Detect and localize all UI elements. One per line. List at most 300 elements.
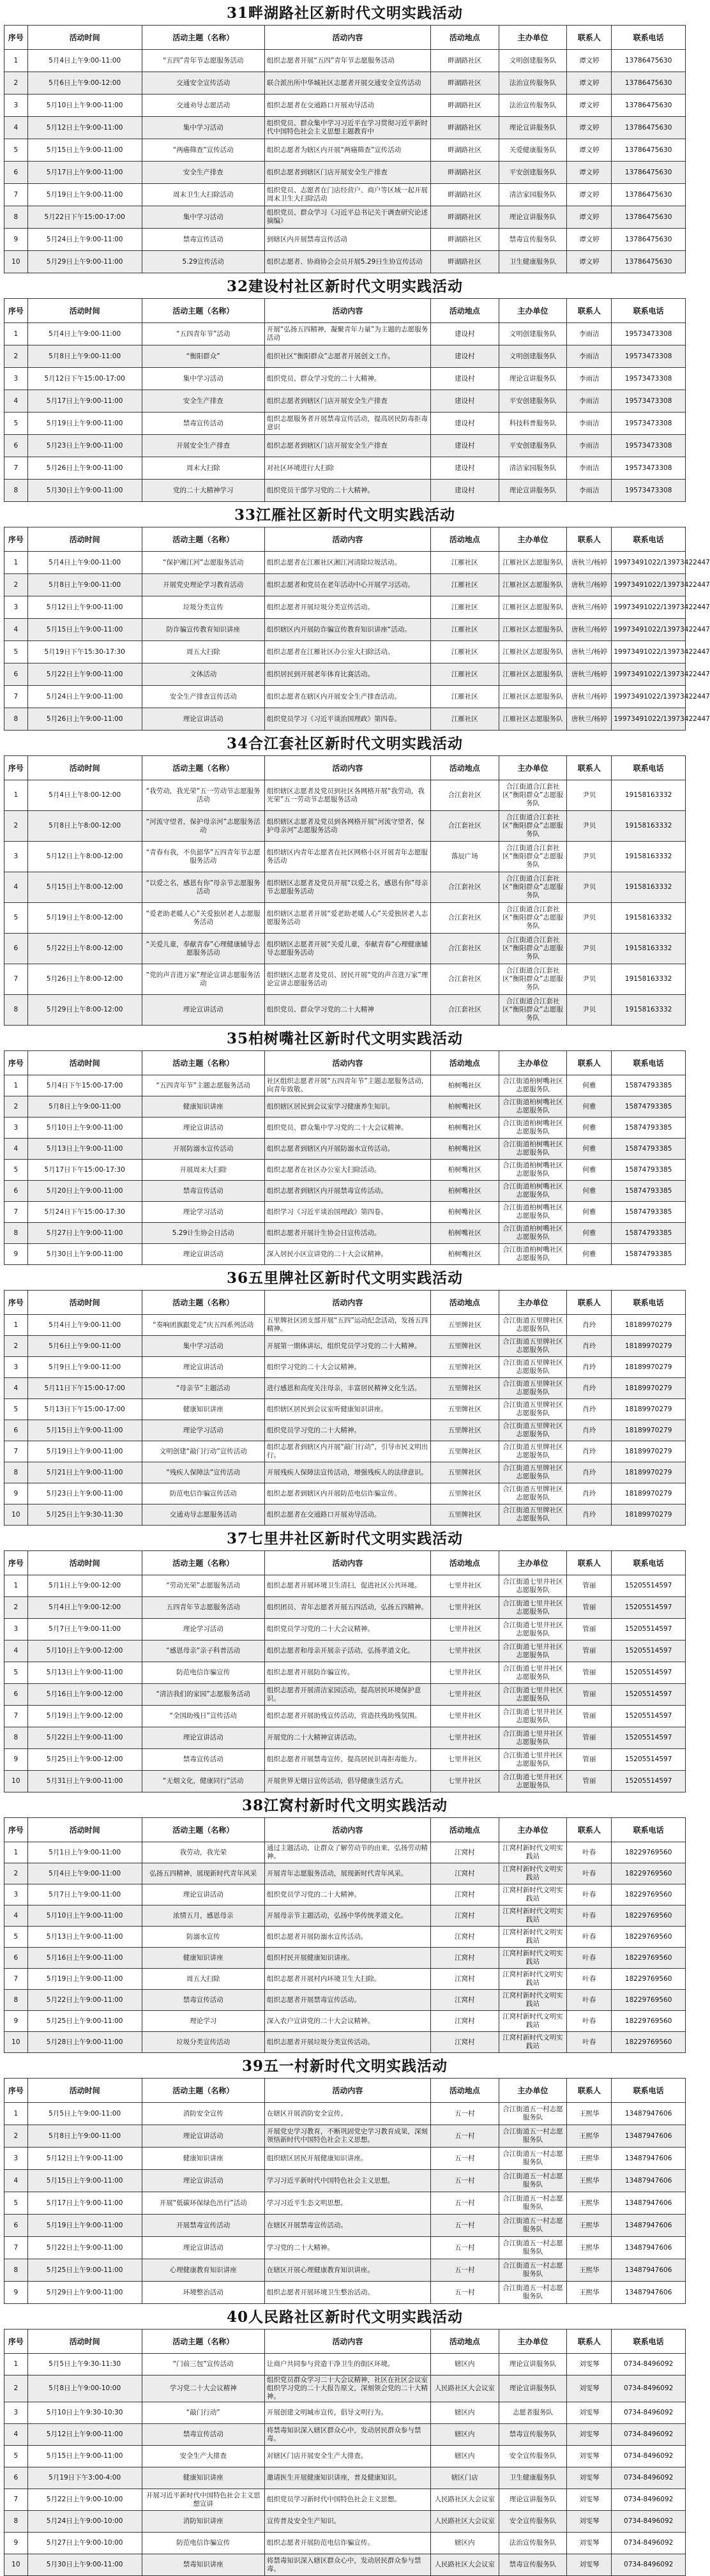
cell-theme: 防范电信诈骗宣传 xyxy=(142,1662,264,1684)
cell-theme: 周五大扫除 xyxy=(142,1969,264,1990)
cell-content: 开展世界无烟日宣传活动，倡导健康生活方式。 xyxy=(264,1771,430,1792)
cell-place: 七里井社区 xyxy=(430,1771,499,1792)
cell-theme: 5.29计生协会日活动 xyxy=(142,1223,264,1244)
column-header-place: 活动地点 xyxy=(430,1291,499,1315)
column-header-theme: 活动主题（名称） xyxy=(142,1818,264,1842)
cell-unit: 合江街道合江套社区“衡阳群众”志愿服务队 xyxy=(499,811,567,842)
cell-phone: 19573473308 xyxy=(612,480,686,502)
cell-content: 深入农户宣讲党的二十大会议精神。 xyxy=(264,2011,430,2032)
cell-person: 王熙华 xyxy=(567,2237,612,2259)
cell-theme: 消防安全宣传 xyxy=(142,2103,264,2125)
cell-time: 5月19日上午9:00-11:00 xyxy=(27,1969,142,1990)
table-row xyxy=(4,1706,686,1727)
cell-no: 1 xyxy=(4,1075,28,1096)
table-row xyxy=(4,184,686,206)
header-row xyxy=(4,1051,686,1075)
cell-content: 组织党员、群众集中学习习近平在学习贯彻习近平新时代中国特色社会主义思想主题教育中 xyxy=(264,117,430,139)
cell-no: 4 xyxy=(4,872,28,903)
cell-time: 5月4日上午9:00-12:00 xyxy=(27,1597,142,1619)
table-row xyxy=(4,903,686,934)
table-row xyxy=(4,206,686,229)
cell-person: 何雅 xyxy=(567,1075,612,1096)
table-row xyxy=(4,1927,686,1948)
table-row xyxy=(4,1315,686,1336)
table-row xyxy=(4,413,686,435)
cell-no: 5 xyxy=(4,1927,28,1948)
column-header-unit: 主办单位 xyxy=(499,1051,567,1075)
cell-time: 5月22日下午15:00-17:00 xyxy=(27,206,142,229)
cell-time: 5月4日上午9:00-11:00 xyxy=(27,1863,142,1884)
table-row xyxy=(4,1749,686,1771)
cell-theme: 集中学习活动 xyxy=(142,368,264,390)
cell-no: 8 xyxy=(4,2511,28,2533)
cell-person: 刘雯琴 xyxy=(567,2554,612,2576)
table-row xyxy=(4,2402,686,2424)
cell-phone: 18229769560 xyxy=(612,1948,686,1969)
table-row xyxy=(4,596,686,619)
cell-no: 5 xyxy=(4,1662,28,1684)
cell-person: 何雅 xyxy=(567,1244,612,1265)
cell-content: 对社区环境进行大扫除 xyxy=(264,457,430,480)
cell-phone: 13487947606 xyxy=(612,2103,686,2125)
cell-theme: 防诈骗宣传教育知识讲座 xyxy=(142,619,264,641)
activity-table xyxy=(4,25,686,273)
cell-phone: 13487947606 xyxy=(612,2237,686,2259)
cell-person: 李雨洁 xyxy=(567,435,612,457)
column-header-theme: 活动主题（名称） xyxy=(142,2079,264,2103)
cell-unit: 合江街道七里井社区志愿服务队 xyxy=(499,1619,567,1640)
cell-unit: 江窝村新时代文明实践站 xyxy=(499,2032,567,2053)
column-header-person: 联系人 xyxy=(567,1818,612,1842)
cell-person: 叶春 xyxy=(567,1948,612,1969)
cell-theme: “五四”青年节志愿服务活动 xyxy=(142,50,264,72)
cell-content: 开展残疾人保障法宣传活动，增强残疾人的法律意识。 xyxy=(264,1462,430,1483)
section-title: 33江雁社区新时代文明实践活动 xyxy=(234,506,455,524)
cell-phone: 15874793385 xyxy=(612,1075,686,1096)
cell-no: 5 xyxy=(4,903,28,934)
cell-no: 10 xyxy=(4,1771,28,1792)
cell-no: 7 xyxy=(4,457,28,480)
cell-place: 江雁社区 xyxy=(430,552,499,574)
cell-time: 5月13日上午9:00-11:00 xyxy=(27,1139,142,1160)
table-row xyxy=(4,641,686,663)
cell-phone: 19573473308 xyxy=(612,345,686,368)
cell-person: 李雨洁 xyxy=(567,368,612,390)
cell-theme: 禁毒知识讲座 xyxy=(142,2554,264,2576)
cell-no: 2 xyxy=(4,574,28,596)
cell-unit: 合江街道五一村志愿服务队 xyxy=(499,2215,567,2237)
cell-no: 1 xyxy=(4,780,28,811)
cell-no: 4 xyxy=(4,117,28,139)
cell-time: 5月10日上午9:00-11:00 xyxy=(27,1905,142,1927)
cell-place: 畔湖路社区 xyxy=(430,184,499,206)
cell-phone: 19158163332 xyxy=(612,934,686,964)
cell-content: 学习党的二十大精神。 xyxy=(264,2237,430,2259)
header-row xyxy=(4,2330,686,2354)
table-row xyxy=(4,2533,686,2554)
column-header-place: 活动地点 xyxy=(430,2330,499,2354)
header-row xyxy=(4,26,686,50)
cell-phone: 19158163332 xyxy=(612,903,686,934)
cell-no: 7 xyxy=(4,686,28,708)
cell-person: 尹贝 xyxy=(567,995,612,1026)
header-row xyxy=(4,2079,686,2103)
cell-person: 管丽 xyxy=(567,1727,612,1749)
cell-time: 5月13日上午9:00-11:00 xyxy=(27,1662,142,1684)
cell-place: 江窝村 xyxy=(430,2032,499,2053)
cell-theme: 开展“低碳环保绿色出行”活动 xyxy=(142,2192,264,2215)
cell-theme: “感恩母亲”亲子科普活动 xyxy=(142,1640,264,1662)
table-row xyxy=(4,686,686,708)
cell-time: 5月29日上午9:00-11:00 xyxy=(27,2282,142,2304)
cell-place: 江雁社区 xyxy=(430,574,499,596)
cell-content: 通过主题活动，让群众了解劳动节的由来，弘扬劳动精神。 xyxy=(264,1842,430,1863)
column-header-person: 联系人 xyxy=(567,1291,612,1315)
column-header-place: 活动地点 xyxy=(430,1051,499,1075)
header-row xyxy=(4,299,686,323)
cell-unit: 合江街道合江套社区“衡阳群众”志愿服务队 xyxy=(499,934,567,964)
cell-unit: 平安创建服务队 xyxy=(499,162,567,184)
cell-no: 8 xyxy=(4,1223,28,1244)
cell-theme: 理论宣讲活动 xyxy=(142,708,264,731)
column-header-unit: 主办单位 xyxy=(499,1818,567,1842)
cell-theme: 周五大扫除 xyxy=(142,641,264,663)
cell-phone: 13487947606 xyxy=(612,2282,686,2304)
section xyxy=(4,1027,686,1265)
cell-time: 5月12日上午9:00-11:00 xyxy=(27,117,142,139)
column-header-person: 联系人 xyxy=(567,2079,612,2103)
cell-phone: 13487947606 xyxy=(612,2215,686,2237)
cell-place: 畔湖路社区 xyxy=(430,117,499,139)
cell-person: 唐秋兰/杨婷 xyxy=(567,552,612,574)
cell-phone: 13487947606 xyxy=(612,2170,686,2192)
cell-content: 组织党员、志愿者在门店经营户、商户等区域一起开展周末卫生大扫除活动 xyxy=(264,184,430,206)
table-row xyxy=(4,1771,686,1792)
cell-unit: 合江街道五一村志愿服务队 xyxy=(499,2192,567,2215)
cell-content: 组织辖区内青年志愿者在社区网格小区开展青年志愿服务活动 xyxy=(264,842,430,872)
cell-no: 6 xyxy=(4,1684,28,1706)
cell-content: 邀请医生开展健康知识讲座，普及健康知识。 xyxy=(264,2467,430,2489)
cell-place: 江雁社区 xyxy=(430,619,499,641)
column-header-content: 活动内容 xyxy=(264,26,430,50)
cell-content: 组织党员学习党的二十大精神。 xyxy=(264,1420,430,1441)
column-header-content: 活动内容 xyxy=(264,527,430,552)
cell-content: 组织党员学习新时代中国特色社会主义思想。 xyxy=(264,2489,430,2511)
cell-time: 5月24日上午9:00-11:00 xyxy=(27,229,142,251)
cell-content: 组织志愿者开展村内环境卫生大扫除。 xyxy=(264,1969,430,1990)
cell-unit: 江雁社区志愿服务队 xyxy=(499,619,567,641)
column-header-unit: 主办单位 xyxy=(499,299,567,323)
cell-no: 9 xyxy=(4,2533,28,2554)
cell-no: 7 xyxy=(4,964,28,995)
cell-phone: 0734-8496092 xyxy=(612,2375,686,2402)
cell-no: 10 xyxy=(4,2032,28,2053)
cell-unit: 江窝村新时代文明实践站 xyxy=(499,1842,567,1863)
cell-person: 唐秋兰/杨婷 xyxy=(567,574,612,596)
cell-content: 组织志愿者在交通路口开展劝导活动。 xyxy=(264,1504,430,1526)
cell-place: 五一村 xyxy=(430,2282,499,2304)
table-row xyxy=(4,1990,686,2011)
cell-theme: 健康知识讲座 xyxy=(142,1948,264,1969)
cell-content: 组织志愿者到辖区内开展“敲门行动”，引导市民文明出行。 xyxy=(264,1441,430,1462)
cell-time: 5月29日上午9:00-11:00 xyxy=(27,251,142,273)
cell-place: 人民路社区大会议室 xyxy=(430,2489,499,2511)
cell-unit: 理论宣讲服务队 xyxy=(499,117,567,139)
cell-person: 叶春 xyxy=(567,1863,612,1884)
cell-no: 4 xyxy=(4,1378,28,1399)
cell-unit: 合江街道柏树嘴社区志愿服务队 xyxy=(499,1139,567,1160)
header-row xyxy=(4,1291,686,1315)
column-header-no: 序号 xyxy=(4,26,28,50)
cell-theme: 禁毒宣传活动 xyxy=(142,1990,264,2011)
cell-phone: 13786475630 xyxy=(612,117,686,139)
cell-time: 5月17日上午9:00-11:00 xyxy=(27,162,142,184)
cell-no: 7 xyxy=(4,184,28,206)
table-row xyxy=(4,1160,686,1181)
cell-content: 组织志愿者到辖区门店开展安全生产排查 xyxy=(264,435,430,457)
cell-theme: 开展习近平新时代中国特色社会主义思想宣讲 xyxy=(142,2489,264,2511)
cell-theme: 理论宣讲活动 xyxy=(142,2237,264,2259)
cell-phone: 19973491022/13973422447 xyxy=(612,552,686,574)
cell-place: 江窝村 xyxy=(430,1990,499,2011)
cell-person: 肖玲 xyxy=(567,1399,612,1420)
cell-time: 5月19日上午8:00-12:00 xyxy=(27,903,142,934)
cell-place: 合江套社区 xyxy=(430,964,499,995)
cell-place: 江雁社区 xyxy=(430,596,499,619)
cell-phone: 13487947606 xyxy=(612,2125,686,2148)
cell-theme: 健康知识讲座 xyxy=(142,1096,264,1118)
cell-person: 刘雯琴 xyxy=(567,2354,612,2375)
cell-place: 合江套社区 xyxy=(430,903,499,934)
column-header-place: 活动地点 xyxy=(430,756,499,780)
cell-phone: 15205514597 xyxy=(612,1619,686,1640)
cell-phone: 0734-8496092 xyxy=(612,2467,686,2489)
cell-unit: 合江街道五一村志愿服务队 xyxy=(499,2125,567,2148)
cell-no: 1 xyxy=(4,1315,28,1336)
cell-no: 9 xyxy=(4,2282,28,2304)
cell-time: 5月15日上午9:00-11:00 xyxy=(27,1420,142,1441)
cell-content: 开展第一期体讲坛，组织党员学习党的二十大精神。 xyxy=(264,1336,430,1357)
cell-time: 5月10日上午9:00-11:00 xyxy=(27,1118,142,1139)
cell-content: 组织志愿者开展禁毒宣传，提高居民识毒拒毒能力。 xyxy=(264,1749,430,1771)
cell-unit: 安全宣传服务队 xyxy=(499,2511,567,2533)
column-header-content: 活动内容 xyxy=(264,1551,430,1575)
cell-time: 5月12日上午9:00-11:00 xyxy=(27,596,142,619)
cell-place: 江窝村 xyxy=(430,1927,499,1948)
cell-person: 管丽 xyxy=(567,1749,612,1771)
cell-person: 尹贝 xyxy=(567,872,612,903)
table-row xyxy=(4,619,686,641)
cell-content: 组织志愿者开展“五四”青年节志愿服务活动 xyxy=(264,50,430,72)
cell-unit: 理论宣讲服务队 xyxy=(499,480,567,502)
cell-content: 组织辖区内开展防诈骗宣传教育知识讲座“活动。 xyxy=(264,619,430,641)
cell-phone: 18229769560 xyxy=(612,1969,686,1990)
cell-theme: 禁毒宣传活动 xyxy=(142,413,264,435)
cell-place: 七里井社区 xyxy=(430,1575,499,1597)
cell-place: 七里井社区 xyxy=(430,1727,499,1749)
cell-content: 开展党的二十大精神宣讲活动。 xyxy=(264,1727,430,1749)
cell-content: 组织学习《习近平谈治国理政》第四卷。 xyxy=(264,1202,430,1223)
cell-no: 10 xyxy=(4,1504,28,1526)
cell-place: 五里牌社区 xyxy=(430,1420,499,1441)
cell-unit: 平安创建服务队 xyxy=(499,390,567,413)
cell-place: 江窝村 xyxy=(430,1969,499,1990)
cell-theme: 理论宣讲活动 xyxy=(142,2125,264,2148)
cell-person: 叶春 xyxy=(567,1884,612,1905)
cell-theme: 理论宣讲活动 xyxy=(142,1118,264,1139)
cell-content: 组织辖区居民到会议室学习健康养生知识。 xyxy=(264,1096,430,1118)
column-header-content: 活动内容 xyxy=(264,1051,430,1075)
cell-content: 组织党员学习《习近平谈治国理政》第四卷。 xyxy=(264,708,430,731)
cell-no: 6 xyxy=(4,1420,28,1441)
cell-place: 柏树嘴社区 xyxy=(430,1075,499,1096)
column-header-theme: 活动主题（名称） xyxy=(142,1291,264,1315)
cell-no: 5 xyxy=(4,1160,28,1181)
header-row xyxy=(4,1551,686,1575)
cell-time: 5月30日上午9:00-11:00 xyxy=(27,1244,142,1265)
cell-content: 组织志愿者在江雁社区湘江河清除垃圾活动。 xyxy=(264,552,430,574)
cell-time: 5月15日上午9:00-11:00 xyxy=(27,2446,142,2467)
column-header-phone: 联系电话 xyxy=(612,1551,686,1575)
column-header-time: 活动时间 xyxy=(27,26,142,50)
cell-theme: 文明创建“敲门行动”宣传活动 xyxy=(142,1441,264,1462)
cell-theme: 健康知识讲座 xyxy=(142,2467,264,2489)
cell-time: 5月8日上午9:00-10:00 xyxy=(27,2375,142,2402)
cell-content: 组织党员、群众学习党的二十大精神 xyxy=(264,995,430,1026)
cell-time: 5月24日下午15:00-17:30 xyxy=(27,1202,142,1223)
cell-theme: 健康知识讲座 xyxy=(142,1399,264,1420)
cell-phone: 19573473308 xyxy=(612,323,686,345)
cell-place: 七里井社区 xyxy=(430,1619,499,1640)
table-row xyxy=(4,2237,686,2259)
cell-time: 5月1日上午9:00-12:00 xyxy=(27,1575,142,1597)
cell-person: 王熙华 xyxy=(567,2170,612,2192)
cell-person: 王熙华 xyxy=(567,2125,612,2148)
cell-place: 建设村 xyxy=(430,480,499,502)
cell-phone: 18229769560 xyxy=(612,1905,686,1927)
cell-place: 建设村 xyxy=(430,435,499,457)
cell-time: 5月19日上午9:00-11:00 xyxy=(27,184,142,206)
cell-phone: 18189970279 xyxy=(612,1483,686,1504)
cell-phone: 19158163332 xyxy=(612,872,686,903)
cell-theme: “党的声音进万家”理论宣讲志愿服务活动 xyxy=(142,964,264,995)
cell-phone: 18229769560 xyxy=(612,1990,686,2011)
table-row xyxy=(4,934,686,964)
table-row xyxy=(4,2032,686,2053)
cell-phone: 15874793385 xyxy=(612,1202,686,1223)
column-header-theme: 活动主题（名称） xyxy=(142,2330,264,2354)
cell-person: 肖玲 xyxy=(567,1336,612,1357)
cell-no: 8 xyxy=(4,708,28,731)
cell-time: 5月31日上午9:00-11:00 xyxy=(27,1771,142,1792)
cell-place: 江雁社区 xyxy=(430,708,499,731)
cell-place: 合江套社区 xyxy=(430,934,499,964)
cell-phone: 18189970279 xyxy=(612,1399,686,1420)
cell-place: 五里牌社区 xyxy=(430,1441,499,1462)
cell-no: 4 xyxy=(4,390,28,413)
column-header-person: 联系人 xyxy=(567,299,612,323)
column-header-unit: 主办单位 xyxy=(499,1291,567,1315)
cell-theme: 理论学习 xyxy=(142,2011,264,2032)
cell-unit: 合江街道五一村志愿服务队 xyxy=(499,2237,567,2259)
cell-theme: 党的二十大精神学习 xyxy=(142,480,264,502)
cell-content: 组织志愿者开展助残宣传活动，营造扶残助残氛围。 xyxy=(264,1706,430,1727)
cell-content: 组织社区“衡阳群众”志愿者开展创文工作。 xyxy=(264,345,430,368)
cell-time: 5月19日上午9:00-11:00 xyxy=(27,1441,142,1462)
cell-place: 五里牌社区 xyxy=(430,1357,499,1378)
cell-phone: 15874793385 xyxy=(612,1181,686,1202)
cell-no: 6 xyxy=(4,1181,28,1202)
cell-unit: 理论宣讲服务队 xyxy=(499,2489,567,2511)
cell-unit: 安全宣传服务队 xyxy=(499,2446,567,2467)
cell-theme: 周末卫生大扫除活动 xyxy=(142,184,264,206)
cell-person: 叶春 xyxy=(567,2011,612,2032)
cell-content: 组织志愿者和党员在老年活动中心开展学习活动。 xyxy=(264,574,430,596)
cell-content: 进行感恩和高度关注母亲，丰富居民精神文化生活。 xyxy=(264,1378,430,1399)
cell-unit: 志愿者服务队 xyxy=(499,2402,567,2424)
cell-no: 6 xyxy=(4,934,28,964)
cell-unit: 江窝村新时代文明实践站 xyxy=(499,1884,567,1905)
cell-place: 江窝村 xyxy=(430,1884,499,1905)
cell-place: 合江套社区 xyxy=(430,811,499,842)
cell-person: 管丽 xyxy=(567,1662,612,1684)
cell-content: 开展党史学习教育，不断巩固党史学习教育成果，深刻领悟新时代中国特色社会主义思想。 xyxy=(264,2125,430,2148)
cell-time: 5月4日下午15:00-17:00 xyxy=(27,1075,142,1096)
cell-time: 5月11日下午15:00-17:00 xyxy=(27,1378,142,1399)
cell-content: 组织志愿者和母亲开展亲子活动，弘扬孝道文化。 xyxy=(264,1640,430,1662)
cell-content: 组织志愿者到辖区内开展防溺水宣传活动。 xyxy=(264,1139,430,1160)
cell-phone: 15205514597 xyxy=(612,1706,686,1727)
table-row xyxy=(4,1727,686,1749)
column-header-place: 活动地点 xyxy=(430,1551,499,1575)
cell-time: 5月8日上午9:00-11:00 xyxy=(27,2125,142,2148)
section xyxy=(4,503,710,731)
cell-content: 组织志愿者开展禁毒宣传活动。 xyxy=(264,1990,430,2011)
table-row xyxy=(4,708,686,731)
cell-content: 组织志愿者开展计生协会日宣传活动。 xyxy=(264,1223,430,1244)
cell-person: 尹贝 xyxy=(567,780,612,811)
cell-unit: 合江街道五里牌社区志愿服务队 xyxy=(499,1420,567,1441)
cell-place: 五一村 xyxy=(430,2215,499,2237)
cell-phone: 19573473308 xyxy=(612,457,686,480)
cell-place: 建设村 xyxy=(430,457,499,480)
table-row xyxy=(4,1640,686,1662)
cell-content: 组织辖区志愿者及党员开展“以爱之名，感恩有你”母亲节志愿服务活动 xyxy=(264,872,430,903)
cell-person: 管丽 xyxy=(567,1771,612,1792)
cell-person: 李雨洁 xyxy=(567,345,612,368)
cell-phone: 18189970279 xyxy=(612,1504,686,1526)
cell-content: 组织志愿者在江雁社区办公室大扫除活动。 xyxy=(264,641,430,663)
cell-time: 5月25日上午9:00-12:00 xyxy=(27,1749,142,1771)
column-header-place: 活动地点 xyxy=(430,26,499,50)
cell-content: 学习习近平新时代中国特色社会主义思想。 xyxy=(264,2170,430,2192)
cell-unit: 理论宣讲服务队 xyxy=(499,2354,567,2375)
cell-no: 5 xyxy=(4,1399,28,1420)
table-row xyxy=(4,1336,686,1357)
cell-theme: 防范电信诈骗宣传活动 xyxy=(142,1483,264,1504)
cell-time: 5月19日下午15:30-17:30 xyxy=(27,641,142,663)
activity-table xyxy=(4,2329,686,2576)
cell-unit: 合江街道五里牌社区志愿服务队 xyxy=(499,1336,567,1357)
cell-no: 6 xyxy=(4,162,28,184)
cell-theme: 安全生产大排查 xyxy=(142,2446,264,2467)
cell-place: 江雁社区 xyxy=(430,641,499,663)
cell-content: 让商户共同参与营造干净卫生的街区环境。 xyxy=(264,2354,430,2375)
cell-no: 2 xyxy=(4,1096,28,1118)
cell-place: 辖区内 xyxy=(430,2533,499,2554)
table-row xyxy=(4,1504,686,1526)
cell-no: 6 xyxy=(4,435,28,457)
